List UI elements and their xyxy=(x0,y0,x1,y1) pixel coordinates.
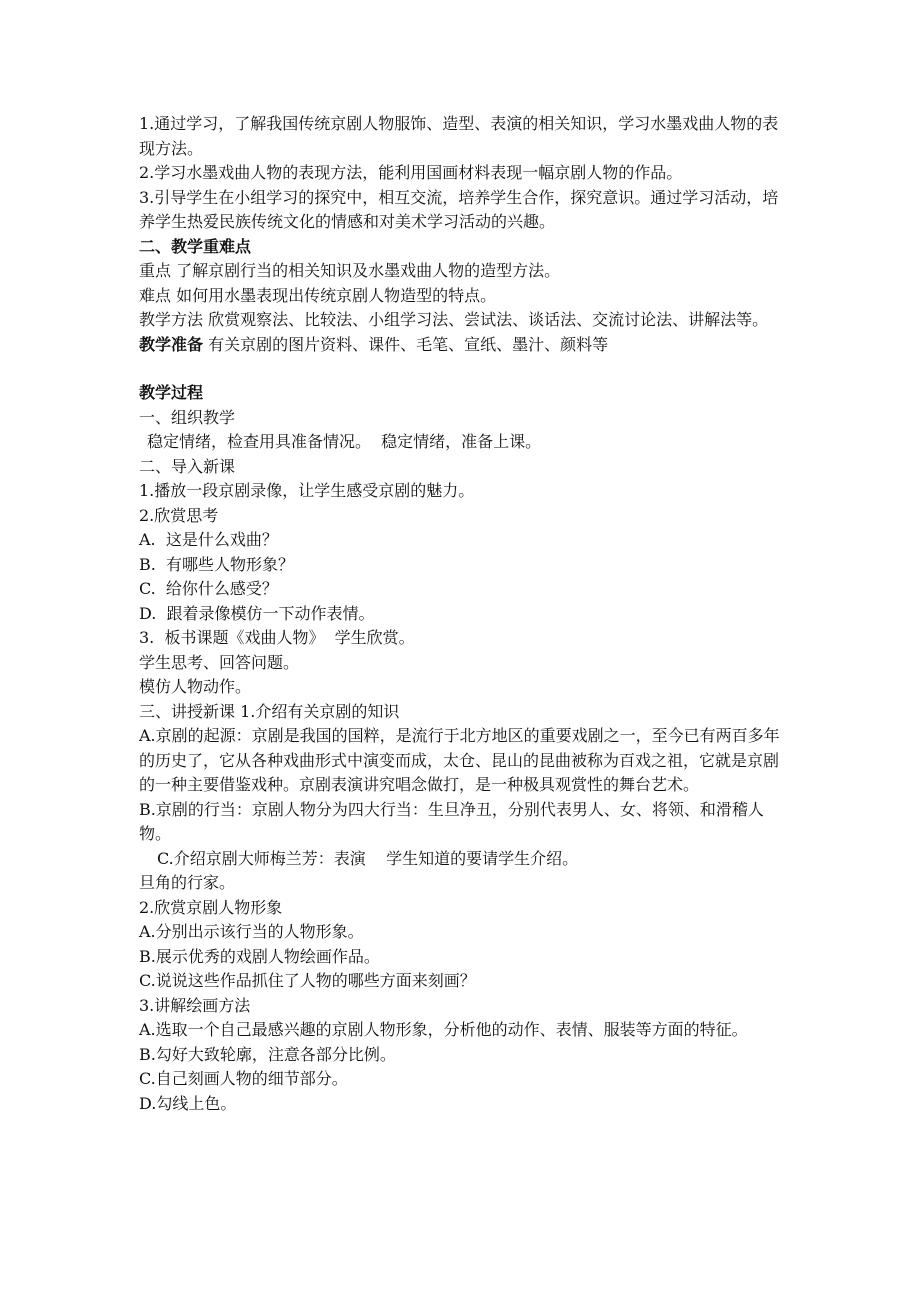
process-line: 3.讲解绘画方法 xyxy=(139,995,251,1015)
process-line: A. 这是什么戏曲？ xyxy=(139,530,278,549)
process-line: 3. 板书课题《戏曲人物》 学生欣赏。 xyxy=(139,628,415,647)
goal-2: 2.学习水墨戏曲人物的表现方法，能利用国画材料表现一幅京剧人物的作品。 xyxy=(139,163,683,182)
key-points-heading: 二、教学重难点 xyxy=(139,236,252,256)
process-line: B.京剧的行当：京剧人物分为四大行当：生旦净丑，分别代表男人、女、将领、和滑稽人物。 xyxy=(139,799,764,843)
process-line: 旦角的行家。 xyxy=(139,873,236,892)
process-line: B. 有哪些人物形象？ xyxy=(139,554,295,574)
teaching-prep-label: 教学准备 xyxy=(139,334,204,354)
process-line: A.京剧的起源：京剧是我国的国粹，是流行于北方地区的重要戏剧之一，至今已有两百多年的历史了，它从各种戏曲形式中演变而成，太仓、昆山的昆曲被称为百戏之祖，它就是京剧的一种主要借鉴戏种。京剧表演讲究唱念做打，是一种极具观赏性的舞台艺术。 xyxy=(139,726,780,794)
process-heading: 教学过程 xyxy=(139,383,204,402)
goal-1: 1.通过学习，了解我国传统京剧人物服饰、造型、表演的相关知识，学习水墨戏曲人物的表现方法。 xyxy=(139,114,779,158)
process-line: 2.欣赏京剧人物形象 xyxy=(139,897,283,917)
key-point: 重点 了解京剧行当的相关知识及水墨戏曲人物的造型方法。 xyxy=(139,261,561,280)
process-line: 1.播放一段京剧录像，让学生感受京剧的魅力。 xyxy=(139,481,475,500)
document-body xyxy=(139,112,789,1116)
process-line: 稳定情绪，检查用具准备情况。 稳定情绪，准备上课。 xyxy=(147,432,542,451)
process-line: 学生思考、回答问题。 xyxy=(139,652,300,672)
teaching-methods: 教学方法 欣赏观察法、比较法、小组学习法、尝试法、谈话法、交流讨论法、讲解法等。 xyxy=(139,310,769,329)
process-line: 二、导入新课 xyxy=(139,456,236,476)
process-line: 三、讲授新课 1.介绍有关京剧的知识 xyxy=(139,701,400,721)
process-line: 模仿人物动作。 xyxy=(139,677,252,696)
difficult-point: 难点 如何用水墨表现出传统京剧人物造型的特点。 xyxy=(139,285,497,305)
process-line: 一、组织教学 xyxy=(139,407,236,427)
process-line: C. 给你什么感受？ xyxy=(139,579,278,598)
teaching-prep xyxy=(139,333,789,358)
process-line: C.介绍京剧大师梅兰芳：表演 学生知道的要请学生介绍。 xyxy=(157,848,579,868)
process-line: A.选取一个自己最感兴趣的京剧人物形象，分析他的动作、表情、服装等方面的特征。 xyxy=(139,1020,748,1039)
goal-3: 3.引导学生在小组学习的探究中，相互交流，培养学生合作，探究意识。通过学习活动，培养学生热爱民族传统文化的情感和对美术学习活动的兴趣。 xyxy=(139,187,779,231)
process-line: C.自己刻画人物的细节部分。 xyxy=(139,1069,348,1088)
process-line: A.分别出示该行当的人物形象。 xyxy=(139,922,364,941)
blank-line xyxy=(139,357,789,381)
process-line: B.展示优秀的戏剧人物绘画作品。 xyxy=(139,946,380,966)
process-line: B.勾好大致轮廓，注意各部分比例。 xyxy=(139,1044,396,1064)
teaching-prep-text: 有关京剧的图片资料、课件、毛笔、宣纸、墨汁、颜料等 xyxy=(203,334,609,354)
process-line: D. 跟着录像模仿一下动作表情。 xyxy=(139,603,375,623)
process-line: 2.欣赏思考 xyxy=(139,505,219,525)
process-line: D.勾线上色。 xyxy=(139,1093,237,1113)
process-line: C.说说这些作品抓住了人物的哪些方面来刻画？ xyxy=(139,971,476,990)
